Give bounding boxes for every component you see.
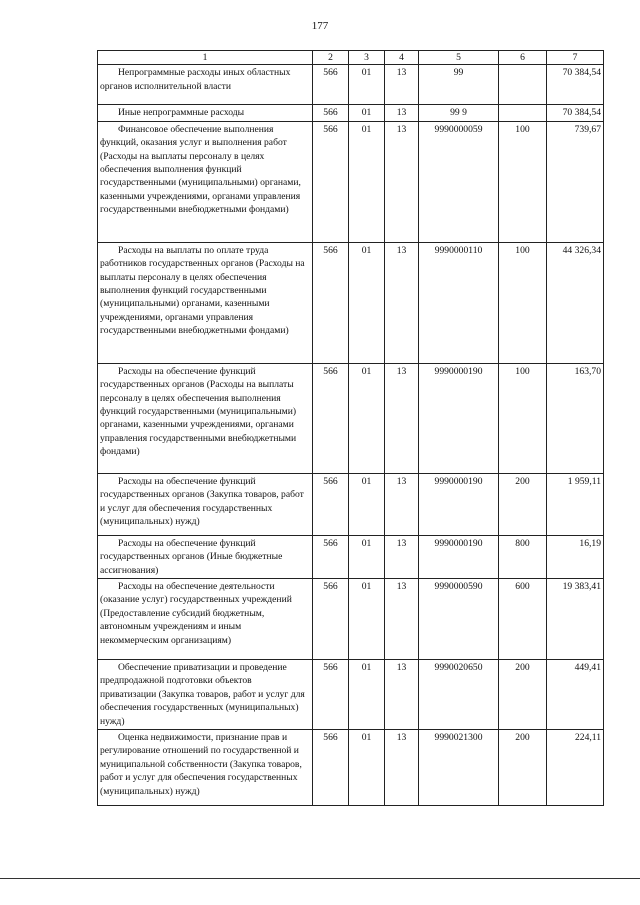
row-subsection-cell: 13	[385, 242, 419, 363]
table-row	[98, 660, 604, 730]
row-section-cell: 01	[349, 121, 385, 242]
row-name-cell	[98, 730, 313, 806]
row-section-cell: 01	[349, 65, 385, 105]
row-ministry-code-cell: 566	[313, 105, 349, 121]
row-target-article-cell: 99 9	[419, 105, 499, 121]
page-bottom-rule	[0, 878, 640, 879]
row-subsection-cell: 13	[385, 105, 419, 121]
table-row	[98, 105, 604, 121]
table-row	[98, 65, 604, 105]
row-ministry-code-cell: 566	[313, 242, 349, 363]
row-subsection-cell: 13	[385, 473, 419, 535]
row-target-article-cell: 9990000110	[419, 242, 499, 363]
row-expense-type-cell: 200	[499, 730, 547, 806]
row-name-text: Обеспечение приватизации и проведение предпродажной подготовки объектов приватизации (Закупка товаров, работ и услуг для обеспечения государственных (муниципальных) нужд)	[100, 662, 305, 727]
row-name-text: Расходы на обеспечение функций государственных органов (Расходы на выплаты персоналу в целях обеспечения выполнения функций государственными (муниципальными) органами, казенными учреждениями, органами управления государственными внебюджетными фондами)	[100, 365, 297, 458]
row-name-text: Иные непрограммные расходы	[118, 107, 245, 119]
table-row	[98, 579, 604, 660]
row-section-cell: 01	[349, 473, 385, 535]
col-header-3: 3	[349, 51, 385, 65]
row-subsection-cell: 13	[385, 535, 419, 578]
row-target-article-cell: 9990000190	[419, 473, 499, 535]
col-header-5: 5	[419, 51, 499, 65]
row-name-cell	[98, 65, 313, 105]
row-ministry-code-cell: 566	[313, 65, 349, 105]
row-expense-type-cell: 600	[499, 579, 547, 660]
row-amount-cell: 449,41	[547, 660, 604, 730]
row-name-cell	[98, 660, 313, 730]
row-name-text: Расходы на обеспечение функций государственных органов (Закупка товаров, работ и услуг для обеспечения государственных (муниципальных) нужд)	[100, 475, 304, 528]
row-name-cell	[98, 535, 313, 578]
row-amount-cell: 224,11	[547, 730, 604, 806]
row-target-article-cell: 9990000190	[419, 363, 499, 473]
row-subsection-cell: 13	[385, 660, 419, 730]
row-amount-cell: 70 384,54	[547, 65, 604, 105]
col-header-7: 7	[547, 51, 604, 65]
row-name-cell	[98, 363, 313, 473]
row-ministry-code-cell: 566	[313, 579, 349, 660]
budget-table	[97, 50, 604, 806]
row-subsection-cell: 13	[385, 579, 419, 660]
row-expense-type-cell: 800	[499, 535, 547, 578]
row-section-cell: 01	[349, 105, 385, 121]
row-amount-cell: 19 383,41	[547, 579, 604, 660]
row-expense-type-cell: 100	[499, 242, 547, 363]
row-name-text: Непрограммные расходы иных областных органов исполнительной власти	[100, 67, 291, 92]
row-section-cell: 01	[349, 535, 385, 578]
row-section-cell: 01	[349, 579, 385, 660]
row-expense-type-cell: 200	[499, 473, 547, 535]
row-target-article-cell: 9990000190	[419, 535, 499, 578]
col-header-6: 6	[499, 51, 547, 65]
row-expense-type-cell	[499, 105, 547, 121]
row-expense-type-cell: 100	[499, 121, 547, 242]
page-number: 177	[311, 20, 329, 32]
row-name-cell	[98, 105, 313, 121]
row-name-cell	[98, 579, 313, 660]
table-row	[98, 473, 604, 535]
row-ministry-code-cell: 566	[313, 535, 349, 578]
row-name-cell	[98, 121, 313, 242]
table-row	[98, 730, 604, 806]
table-row	[98, 363, 604, 473]
table-row	[98, 535, 604, 578]
row-subsection-cell: 13	[385, 363, 419, 473]
row-expense-type-cell: 200	[499, 660, 547, 730]
col-header-4: 4	[385, 51, 419, 65]
table-row	[98, 242, 604, 363]
row-name-text: Расходы на обеспечение функций государственных органов (Иные бюджетные ассигнования)	[100, 537, 283, 576]
row-section-cell: 01	[349, 660, 385, 730]
row-ministry-code-cell: 566	[313, 660, 349, 730]
col-header-2: 2	[313, 51, 349, 65]
row-amount-cell: 16,19	[547, 535, 604, 578]
col-header-1: 1	[98, 51, 313, 65]
row-ministry-code-cell: 566	[313, 473, 349, 535]
row-target-article-cell: 9990021300	[419, 730, 499, 806]
row-subsection-cell: 13	[385, 121, 419, 242]
table-row	[98, 121, 604, 242]
table-header-row	[98, 51, 604, 65]
row-name-text: Расходы на обеспечение деятельности (оказание услуг) государственных учреждений (Предоставление субсидий бюджетным, автономным учреждениям и иным некоммерческим организациям)	[100, 581, 292, 646]
row-amount-cell: 1 959,11	[547, 473, 604, 535]
row-name-cell	[98, 473, 313, 535]
row-name-text: Оценка недвижимости, признание прав и регулирование отношений по государственной и муниципальной собственности (Закупка товаров, работ и услуг для обеспечения государственных (муниципальных) нужд)	[100, 732, 302, 797]
row-amount-cell: 163,70	[547, 363, 604, 473]
row-target-article-cell: 99	[419, 65, 499, 105]
row-ministry-code-cell: 566	[313, 363, 349, 473]
row-amount-cell: 739,67	[547, 121, 604, 242]
row-name-text: Финансовое обеспечение выполнения функций, оказания услуг и выполнения работ (Расходы на выплаты персоналу в целях обеспечения выполнения функций государственными (муниципальными) органами, казенными учреждениями, органами управления государственными внебюджетными фондами)	[100, 123, 301, 216]
row-target-article-cell: 9990020650	[419, 660, 499, 730]
row-amount-cell: 44 326,34	[547, 242, 604, 363]
row-ministry-code-cell: 566	[313, 730, 349, 806]
row-target-article-cell: 9990000059	[419, 121, 499, 242]
row-ministry-code-cell: 566	[313, 121, 349, 242]
row-amount-cell: 70 384,54	[547, 105, 604, 121]
row-target-article-cell: 9990000590	[419, 579, 499, 660]
row-subsection-cell: 13	[385, 730, 419, 806]
row-section-cell: 01	[349, 730, 385, 806]
row-section-cell: 01	[349, 363, 385, 473]
row-expense-type-cell	[499, 65, 547, 105]
row-subsection-cell: 13	[385, 65, 419, 105]
row-section-cell: 01	[349, 242, 385, 363]
row-name-cell	[98, 242, 313, 363]
row-name-text: Расходы на выплаты по оплате труда работников государственных органов (Расходы на выплаты персоналу в целях обеспечения выполнения функций государственными (муниципальными) органами, казенными учреждениями, органами управления государственными внебюджетными фондами)	[100, 244, 305, 337]
row-expense-type-cell: 100	[499, 363, 547, 473]
